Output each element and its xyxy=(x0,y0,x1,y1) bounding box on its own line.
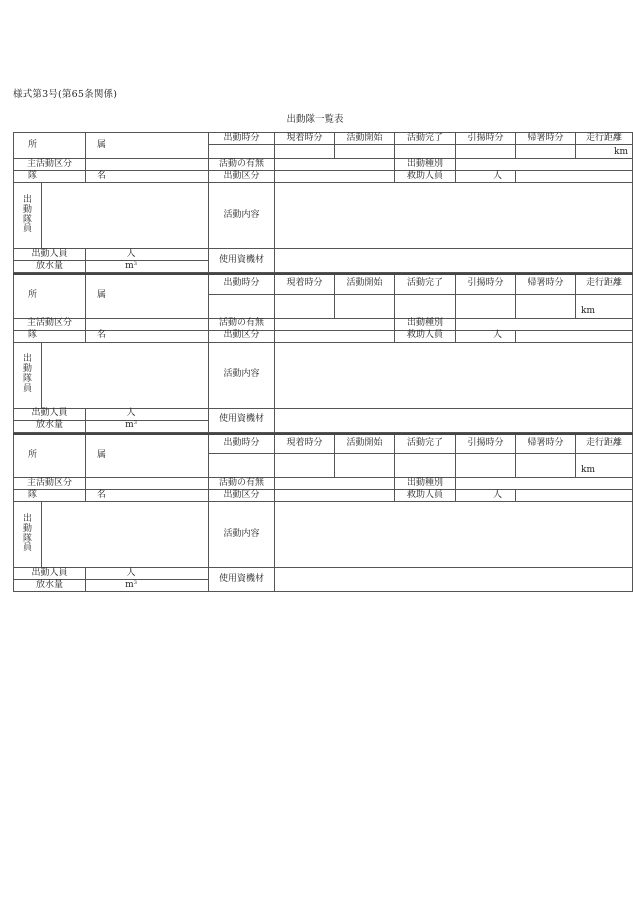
dispatch-blocks xyxy=(13,132,629,592)
affiliation-label: 所 属 xyxy=(14,274,86,318)
dispatched-people-field[interactable]: 人 xyxy=(86,408,209,420)
squad-members-field[interactable] xyxy=(42,342,209,408)
time-field[interactable] xyxy=(209,294,275,318)
time-field[interactable] xyxy=(335,294,395,318)
dispatch-category-field[interactable] xyxy=(275,490,395,502)
dispatch-category-label: 出動区分 xyxy=(209,330,275,342)
rescued-field[interactable]: 人 xyxy=(456,330,516,342)
time-header: 出動時分 xyxy=(209,133,275,145)
time-field[interactable] xyxy=(395,294,456,318)
main-activity-field[interactable] xyxy=(86,159,209,171)
rescued-field[interactable]: 人 xyxy=(456,490,516,502)
time-field[interactable] xyxy=(209,145,275,159)
affiliation-label: 所 属 xyxy=(14,434,86,478)
time-field[interactable] xyxy=(456,294,516,318)
main-activity-label: 主活動区分 xyxy=(14,478,86,490)
activity-content-label: 活動内容 xyxy=(209,183,275,249)
time-header: 出動時分 xyxy=(209,434,275,454)
time-field[interactable] xyxy=(335,454,395,478)
activity-presence-field[interactable] xyxy=(275,159,395,171)
activity-content-field[interactable] xyxy=(275,502,633,568)
time-field[interactable] xyxy=(516,145,576,159)
activity-presence-label: 活動の有無 xyxy=(209,159,275,171)
dispatch-category-label: 出動区分 xyxy=(209,490,275,502)
squad-label: 出 動 隊 員 xyxy=(14,342,42,408)
activity-presence-field[interactable] xyxy=(275,478,395,490)
time-field[interactable] xyxy=(275,145,335,159)
dispatch-type-field[interactable] xyxy=(456,478,633,490)
time-header: 引揚時分 xyxy=(456,274,516,294)
equipment-field[interactable] xyxy=(275,408,633,432)
time-field[interactable] xyxy=(516,454,576,478)
dispatch-type-field[interactable] xyxy=(456,318,633,330)
squad-label: 出 動 隊 員 xyxy=(14,502,42,568)
dispatched-people-field[interactable]: 人 xyxy=(86,568,209,580)
main-activity-field[interactable] xyxy=(86,478,209,490)
team-name-label: 隊 名 xyxy=(14,171,86,183)
time-header: 帰署時分 xyxy=(516,274,576,294)
time-field[interactable] xyxy=(395,454,456,478)
equipment-label: 使用資機材 xyxy=(209,408,275,432)
activity-content-field[interactable] xyxy=(275,342,633,408)
dispatch-block xyxy=(13,433,633,593)
rescued-field[interactable]: 人 xyxy=(456,171,516,183)
form-number: 様式第3号(第65条関係) xyxy=(13,89,118,100)
distance-field[interactable]: km xyxy=(576,454,633,478)
dispatched-people-label: 出動人員 xyxy=(14,249,86,261)
distance-field[interactable]: km xyxy=(576,145,633,159)
activity-content-field[interactable] xyxy=(275,183,633,249)
squad-members-field[interactable] xyxy=(42,502,209,568)
main-activity-label: 主活動区分 xyxy=(14,318,86,330)
time-header: 走行距離 xyxy=(576,434,633,454)
water-amount-field[interactable]: $m^3$ xyxy=(86,580,209,592)
time-field[interactable] xyxy=(456,454,516,478)
squad-members-field[interactable] xyxy=(42,183,209,249)
team-name-label: 隊 名 xyxy=(14,490,86,502)
main-activity-label: 主活動区分 xyxy=(14,159,86,171)
time-header: 現着時分 xyxy=(275,133,335,145)
time-header: 引揚時分 xyxy=(456,434,516,454)
equipment-field[interactable] xyxy=(275,249,633,273)
dispatch-type-label: 出動種別 xyxy=(395,478,456,490)
dispatch-category-field[interactable] xyxy=(275,171,395,183)
time-header: 走行距離 xyxy=(576,274,633,294)
distance-field[interactable]: km xyxy=(576,294,633,318)
time-header: 活動開始 xyxy=(335,434,395,454)
time-header: 活動開始 xyxy=(335,274,395,294)
time-header: 活動完了 xyxy=(395,434,456,454)
equipment-label: 使用資機材 xyxy=(209,568,275,592)
time-header: 活動開始 xyxy=(335,133,395,145)
time-header: 出動時分 xyxy=(209,274,275,294)
time-field[interactable] xyxy=(335,145,395,159)
dispatch-type-field[interactable] xyxy=(456,159,633,171)
dispatch-category-field[interactable] xyxy=(275,330,395,342)
time-field[interactable] xyxy=(275,294,335,318)
activity-presence-label: 活動の有無 xyxy=(209,318,275,330)
rescued-label: 救助人員 xyxy=(395,330,456,342)
dispatch-type-label: 出動種別 xyxy=(395,318,456,330)
team-name-label: 隊 名 xyxy=(14,330,86,342)
water-amount-label: 放水量 xyxy=(14,580,86,592)
time-header: 活動完了 xyxy=(395,133,456,145)
equipment-field[interactable] xyxy=(275,568,633,592)
time-header: 帰署時分 xyxy=(516,133,576,145)
time-header: 引揚時分 xyxy=(456,133,516,145)
water-amount-field[interactable]: $m^3$ xyxy=(86,261,209,273)
dispatch-category-label: 出動区分 xyxy=(209,171,275,183)
dispatch-type-label: 出動種別 xyxy=(395,159,456,171)
activity-presence-label: 活動の有無 xyxy=(209,478,275,490)
rescued-label: 救助人員 xyxy=(395,171,456,183)
squad-label: 出 動 隊 員 xyxy=(14,183,42,249)
dispatch-block xyxy=(13,132,633,273)
time-field[interactable] xyxy=(395,145,456,159)
equipment-label: 使用資機材 xyxy=(209,249,275,273)
activity-content-label: 活動内容 xyxy=(209,502,275,568)
time-header: 現着時分 xyxy=(275,434,335,454)
dispatched-people-label: 出動人員 xyxy=(14,568,86,580)
time-header: 走行距離 xyxy=(576,133,633,145)
dispatched-people-label: 出動人員 xyxy=(14,408,86,420)
water-amount-field[interactable]: $m^3$ xyxy=(86,420,209,432)
water-amount-label: 放水量 xyxy=(14,261,86,273)
time-header: 現着時分 xyxy=(275,274,335,294)
time-field[interactable] xyxy=(275,454,335,478)
time-field[interactable] xyxy=(456,145,516,159)
affiliation-label: 所 属 xyxy=(14,133,86,159)
activity-presence-field[interactable] xyxy=(275,318,395,330)
dispatched-people-field[interactable]: 人 xyxy=(86,249,209,261)
time-field[interactable] xyxy=(209,454,275,478)
water-amount-label: 放水量 xyxy=(14,420,86,432)
activity-content-label: 活動内容 xyxy=(209,342,275,408)
document-title: 出動隊一覧表 xyxy=(286,114,344,125)
time-field[interactable] xyxy=(516,294,576,318)
dispatch-block xyxy=(13,273,633,433)
main-activity-field[interactable] xyxy=(86,318,209,330)
rescued-label: 救助人員 xyxy=(395,490,456,502)
time-header: 帰署時分 xyxy=(516,434,576,454)
time-header: 活動完了 xyxy=(395,274,456,294)
